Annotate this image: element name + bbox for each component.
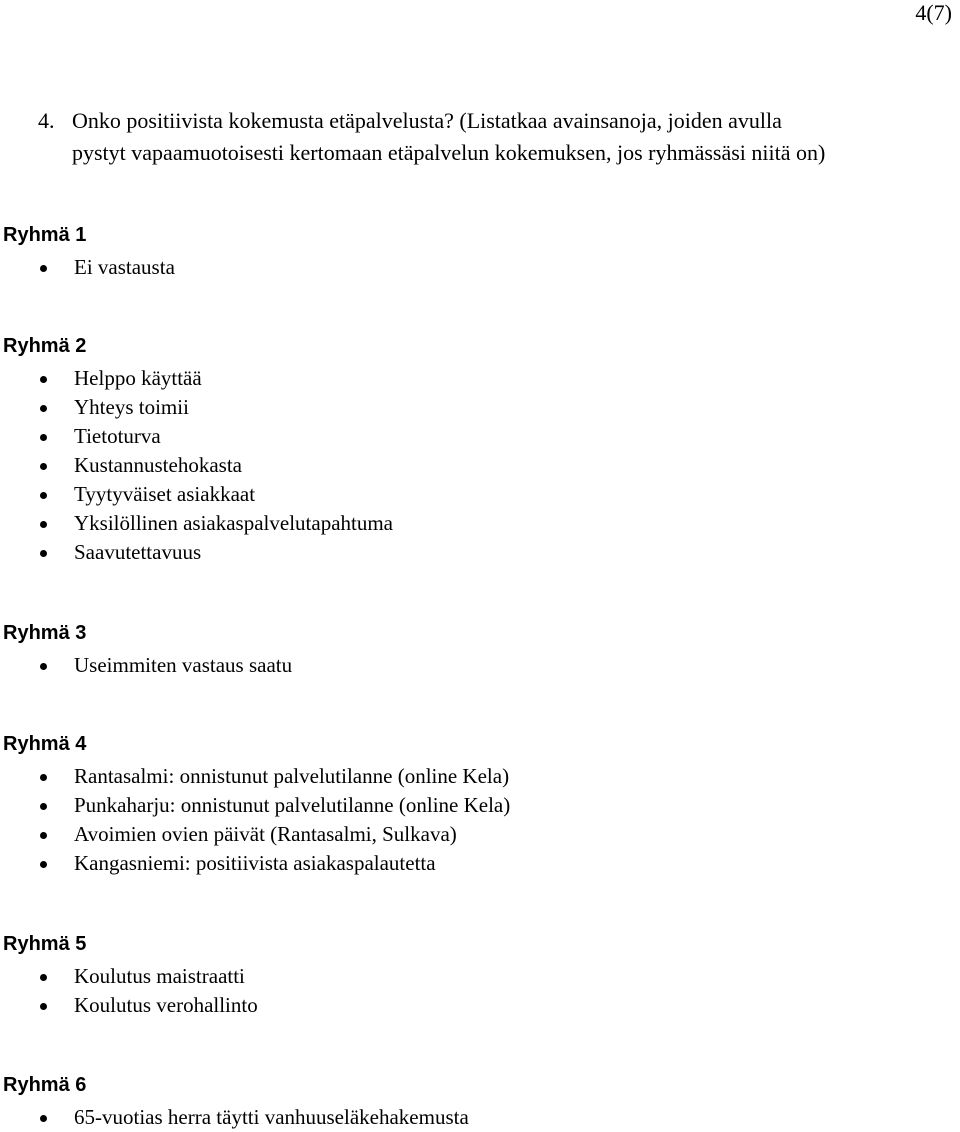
list-item-text: Koulutus verohallinto xyxy=(74,993,258,1017)
list-item-text: Tyytyväiset asiakkaat xyxy=(74,482,256,506)
group-title: Ryhmä 2 xyxy=(3,335,87,357)
bullet-icon xyxy=(40,463,47,470)
list-item-text: 65-vuotias herra täytti vanhuuseläkehakemusta xyxy=(74,1105,469,1129)
group-title: Ryhmä 1 xyxy=(3,224,87,246)
list-item-text: Tietoturva xyxy=(74,424,161,448)
question-line-1 xyxy=(38,105,953,137)
list-item xyxy=(3,849,953,878)
bullet-icon xyxy=(40,832,47,839)
group-6 xyxy=(3,1074,953,1132)
list-item-text: Helppo käyttää xyxy=(74,366,202,390)
group-list xyxy=(3,962,953,1020)
group-1 xyxy=(3,224,953,282)
list-item-text: Punkaharju: onnistunut palvelutilanne (online Kela) xyxy=(74,793,511,817)
bullet-icon xyxy=(40,663,47,670)
bullet-icon xyxy=(40,376,47,383)
bullet-icon xyxy=(40,550,47,557)
question-number: 4. xyxy=(38,108,55,133)
list-item-text: Avoimien ovien päivät (Rantasalmi, Sulkava) xyxy=(74,822,457,846)
group-2 xyxy=(3,335,953,567)
group-list xyxy=(3,651,953,680)
group-3 xyxy=(3,622,953,680)
bullet-icon xyxy=(40,521,47,528)
group-5 xyxy=(3,933,953,1020)
list-item xyxy=(3,393,953,422)
list-item-text: Saavutettavuus xyxy=(74,540,202,564)
group-title: Ryhmä 3 xyxy=(3,622,87,644)
list-item-text: Koulutus maistraatti xyxy=(74,964,245,988)
list-item xyxy=(3,253,953,282)
bullet-icon xyxy=(40,803,47,810)
list-item xyxy=(3,820,953,849)
list-item xyxy=(3,538,953,567)
bullet-icon xyxy=(40,974,47,981)
question-text-1: Onko positiivista kokemusta etäpalvelusta? (Listatkaa avainsanoja, joiden avulla xyxy=(72,108,782,133)
question xyxy=(38,105,953,169)
group-list xyxy=(3,762,953,878)
list-item-text: Yhteys toimii xyxy=(74,395,189,419)
group-title: Ryhmä 4 xyxy=(3,733,87,755)
list-item-text: Kangasniemi: positiivista asiakaspalautetta xyxy=(74,851,436,875)
list-item-text: Yksilöllinen asiakaspalvelutapahtuma xyxy=(74,511,393,535)
group-list xyxy=(3,364,953,567)
list-item xyxy=(3,422,953,451)
bullet-icon xyxy=(40,774,47,781)
list-item-text: Rantasalmi: onnistunut palvelutilanne (online Kela) xyxy=(74,764,510,788)
list-item-text: Kustannustehokasta xyxy=(74,453,242,477)
bullet-icon xyxy=(40,1115,47,1122)
list-item xyxy=(3,509,953,538)
list-item xyxy=(3,651,953,680)
list-item xyxy=(3,962,953,991)
bullet-icon xyxy=(40,492,47,499)
list-item xyxy=(3,991,953,1020)
group-list xyxy=(3,253,953,282)
list-item xyxy=(3,364,953,393)
bullet-icon xyxy=(40,265,47,272)
bullet-icon xyxy=(40,434,47,441)
question-line-2: pystyt vapaamuotoisesti kertomaan etäpalvelun kokemuksen, jos ryhmässäsi niitä on) xyxy=(72,140,826,165)
page-number: 4(7) xyxy=(915,0,952,25)
list-item xyxy=(3,480,953,509)
bullet-icon xyxy=(40,861,47,868)
list-item-text: Useimmiten vastaus saatu xyxy=(74,653,293,677)
list-item xyxy=(3,762,953,791)
list-item xyxy=(3,791,953,820)
bullet-icon xyxy=(40,1003,47,1010)
group-4 xyxy=(3,733,953,878)
group-title: Ryhmä 6 xyxy=(3,1074,87,1096)
bullet-icon xyxy=(40,405,47,412)
list-item xyxy=(3,451,953,480)
list-item-text: Ei vastausta xyxy=(74,255,175,279)
group-title: Ryhmä 5 xyxy=(3,933,87,955)
